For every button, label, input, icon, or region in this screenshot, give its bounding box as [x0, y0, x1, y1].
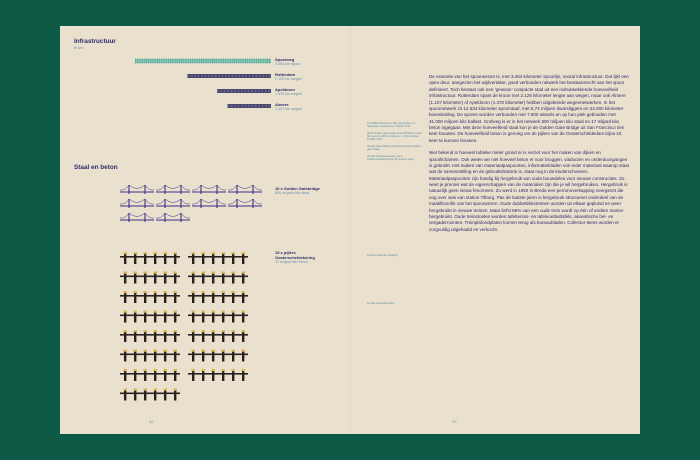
- footnote: 39 http://www.railway-ofnetherlands.com/ golden-gate-bridge: [367, 144, 422, 151]
- bridge-icon: [192, 199, 226, 208]
- bridge-icon: [228, 185, 262, 194]
- legend-value: 1.107 km wegen: [275, 107, 303, 111]
- book-spread: [60, 26, 640, 434]
- legend-value: 800 miljoen kilo staal: [275, 191, 310, 195]
- bar-almere: [227, 104, 271, 108]
- bridge-grid: [120, 184, 270, 232]
- legend-rotterdam: [275, 72, 302, 82]
- page-number-left: 32: [149, 419, 154, 424]
- spine: [350, 26, 351, 434]
- bridge-icon: [120, 199, 154, 208]
- legend-name: Almere: [275, 102, 289, 107]
- footnote: 38 De Golden Gate bridge bevat 88.000 ton staal. Het gaat om 295 km kabels en 1.100 km kabel. ProRail, 2017.: [367, 131, 423, 142]
- pillar-row-icon: [188, 272, 248, 284]
- pillar-row-icon: [188, 350, 248, 362]
- pillar-grid: [120, 250, 270, 415]
- legend-almere: [275, 102, 302, 112]
- pillar-row-icon: [120, 330, 180, 342]
- infra-chart-svg: [60, 26, 275, 146]
- footnote: 42 Vast onderzoek 2019: [367, 302, 394, 305]
- footnote: 37 ProRail Spoorwerk, Meest bijzondere en historische wereldreizen. ProRail, 2017.: [367, 122, 416, 129]
- legend-value: 1.370 km wegen: [275, 92, 303, 96]
- pillar-row-icon: [120, 389, 180, 401]
- paragraph: Niet bekend is hoeveel tubleke meter grond er is verzet voor het maken van dijken en spoorlichamen. Ook weten we niet hoeveel beton er voor bruggen, viaducten en onderdoorgangen is gebruikt. Het maken van materiaalpaspoorten, informatiebladen van ieder materiaal waarop staat wat de samenstelling en de gebruikshistorie is, staat nog in de kinderschoenen. Materiaalpaspoorten zijn handig bij hergebruik van oude bouwdelen voor nieuwe constructies. Zo weet je precies wat de eigenschappen van de materialen zijn die je wil hergebruiken. Hergebruik is natuurlijk geen nieuw fenomeen. Zo werd in 1950 in Breda een perronoverkapping neergezet die nog over was van station Tilburg. Pas de laatste jaren is hergebruik structureel onderdeel van de maakfilosofie van het spoorwezen. Oude dubbeldekstreinen worden uit elkaar gepluisd en weer hergebruikt in nieuwe treinen. Maar liefst 86% van een oude trein wordt op één of andere manier hergebruikt. Oude treinstoelen worden tafeltennis- en tafelvoetbaltafels, akoestische bel- en vergaderruimten. Treinplafondplaten komen terug als bureaubladen. Collector-items worden er zorgvuldig uitgehaald en verkocht.: [429, 150, 629, 232]
- pillar-row-icon: [120, 252, 180, 264]
- legend-name: Spoorweg: [275, 57, 295, 62]
- legend-name: Apeldoorn: [275, 87, 295, 92]
- footnotes: [367, 122, 425, 164]
- bridge-icon: [120, 213, 154, 222]
- body-text: [429, 74, 629, 239]
- bridge-icon: [156, 199, 190, 208]
- page-number-right: 33: [452, 419, 457, 424]
- legend-spoorweg: [275, 57, 300, 67]
- pillar-row-icon: [188, 252, 248, 264]
- legend-name: 15 x pijlers Oosterscheldekering: [275, 250, 315, 260]
- pillar-row-icon: [120, 291, 180, 303]
- legend-name: 10 x Golden Gatebridge: [275, 186, 320, 191]
- infra-heading: Infrastructuur: [74, 38, 116, 45]
- pillar-row-icon: [120, 272, 180, 284]
- steel-heading: Staal en beton: [74, 164, 118, 171]
- legend-value: 3.454 km spoor: [275, 62, 301, 66]
- footnote: 40 http://www.deltawerken.com/ Oosterscheldekering/De 15 grootste pijlers.: [367, 154, 415, 161]
- pillar-row-icon: [188, 311, 248, 323]
- footnote: 41 https://www.tiet.nl/tilburg: [367, 254, 398, 257]
- infra-unit: in km: [74, 45, 84, 50]
- bar-rotterdam: [187, 74, 271, 78]
- bar-apeldoorn: [217, 89, 271, 93]
- legend-value: 17 miljard kilo beton: [275, 260, 308, 264]
- pillar-row-icon: [188, 330, 248, 342]
- pillar-row-icon: [120, 311, 180, 323]
- pillar-row-icon: [188, 291, 248, 303]
- bridge-icon: [156, 185, 190, 194]
- legend-name: Rotterdam: [275, 72, 296, 77]
- infra-chart: [60, 26, 275, 146]
- legend-value: 2.125 km wegen: [275, 77, 303, 81]
- legend-oosterschelde: [275, 250, 335, 265]
- pillar-row-icon: [120, 350, 180, 362]
- legend-apeldoorn: [275, 87, 302, 97]
- bridge-icon: [228, 199, 262, 208]
- legend-golden-gate: [275, 186, 320, 196]
- bridge-icon: [120, 185, 154, 194]
- pillar-row-icon: [120, 369, 180, 381]
- bridge-icon: [192, 185, 226, 194]
- pillar-row-icon: [188, 369, 248, 381]
- bridge-icon: [156, 213, 190, 222]
- paragraph: De essentie van het spoorwezen is, met 3.454 kilometer spoorlijn, vooral infrastructuur. Dat lijkt een open deur, aangezien het wijdvertakte, goed verbonden netwerk het bestaansrecht van het spoor definieert. Toch bestaat ook een ‘gewone’ compacte stad uit een indrukwekkende hoeveelheid infrastructuur. Rotterdam spant de kroon met 2.125 kilometer lengte aan wegen, maar ook Almere (1.107 kilometer) of Apeldoorn (1.370 kilometer) hebben uitgebreide wegennetwerken. In het spoornetwerk zit 12.634 kilometer spoorstaaf, met 6,74 miljoen dwarsliggers en 23.000 kilometer bovenleiding. De sporen worden verbonden met 7.500 wissels en op hun piek gebruiden met 31.000 miljoen kilo ballast. Grofweg is er in het netwerk 800 miljoen kilo staal en 17 miljard kilo beton ingegaan. Met deze hoeveelheid staal kun je de Golden Gate Bridge uit San Francisco tien keer bouwen. De hoeveelheid beton is genoeg om de pijlers van de Oosterscheldedam bijna 15 keer te kunnen bouwen.: [429, 74, 629, 143]
- bar-spoorweg: [135, 58, 271, 63]
